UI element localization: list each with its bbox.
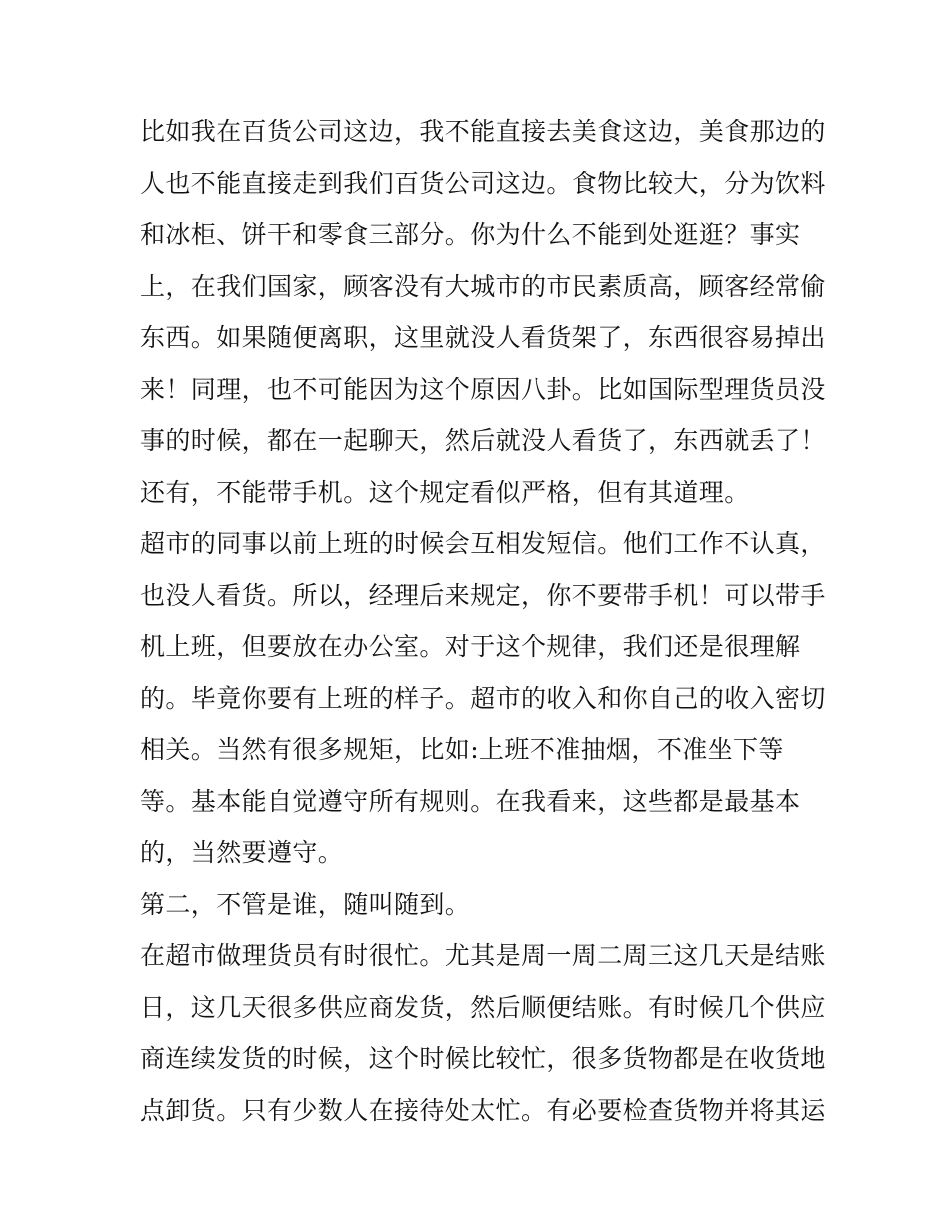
- text-line: 等。基本能自觉遵守所有规则。在我看来，这些都是最基本: [140, 786, 801, 816]
- text-line: 日，这几天很多供应商发货，然后顺便结账。有时候几个供应: [140, 992, 826, 1022]
- text-line: 还有，不能带手机。这个规定看似严格，但有其道理。: [140, 477, 750, 507]
- text-line: 东西。如果随便离职，这里就没人看货架了，东西很容易掉出: [140, 323, 826, 352]
- section-heading: 第二，不管是谁，随叫随到。: [140, 889, 471, 919]
- text-line: 也没人看货。所以，经理后来规定，你不要带手机！可以带手: [140, 580, 826, 610]
- text-line: 相关。当然有很多规矩，比如:上班不准抽烟，不准坐下等: [140, 735, 784, 764]
- text-line: 和冰柜、饼干和零食三部分。你为什么不能到处逛逛？事实: [140, 220, 801, 249]
- text-line: 点卸货。只有少数人在接待处太忙。有必要检查货物并将其运: [140, 1095, 826, 1125]
- text-line: 机上班，但要放在办公室。对于这个规律，我们还是很理解: [140, 632, 801, 661]
- text-line: 的，当然要遵守。: [140, 838, 344, 867]
- text-line: 事的时候，都在一起聊天，然后就没人看货了，东西就丢了！: [140, 426, 826, 455]
- text-line: 超市的同事以前上班的时候会互相发短信。他们工作不认真，: [140, 529, 826, 558]
- text-line: 来！同理，也不可能因为这个原因八卦。比如国际型理货员没: [140, 374, 826, 404]
- text-line: 的。毕竟你要有上班的样子。超市的收入和你自己的收入密切: [140, 683, 826, 713]
- text-line: 在超市做理货员有时很忙。尤其是周一周二周三这几天是结账: [140, 941, 826, 970]
- text-line: 人也不能直接走到我们百货公司这边。食物比较大，分为饮料: [140, 168, 826, 198]
- document-body: [140, 106, 840, 1136]
- text-line: 比如我在百货公司这边，我不能直接去美食这边，美食那边的: [140, 117, 826, 146]
- text-line: 上，在我们国家，顾客没有大城市的市民素质高，顾客经常偷: [140, 271, 826, 301]
- text-line: 商连续发货的时候，这个时候比较忙，很多货物都是在收货地: [140, 1044, 826, 1073]
